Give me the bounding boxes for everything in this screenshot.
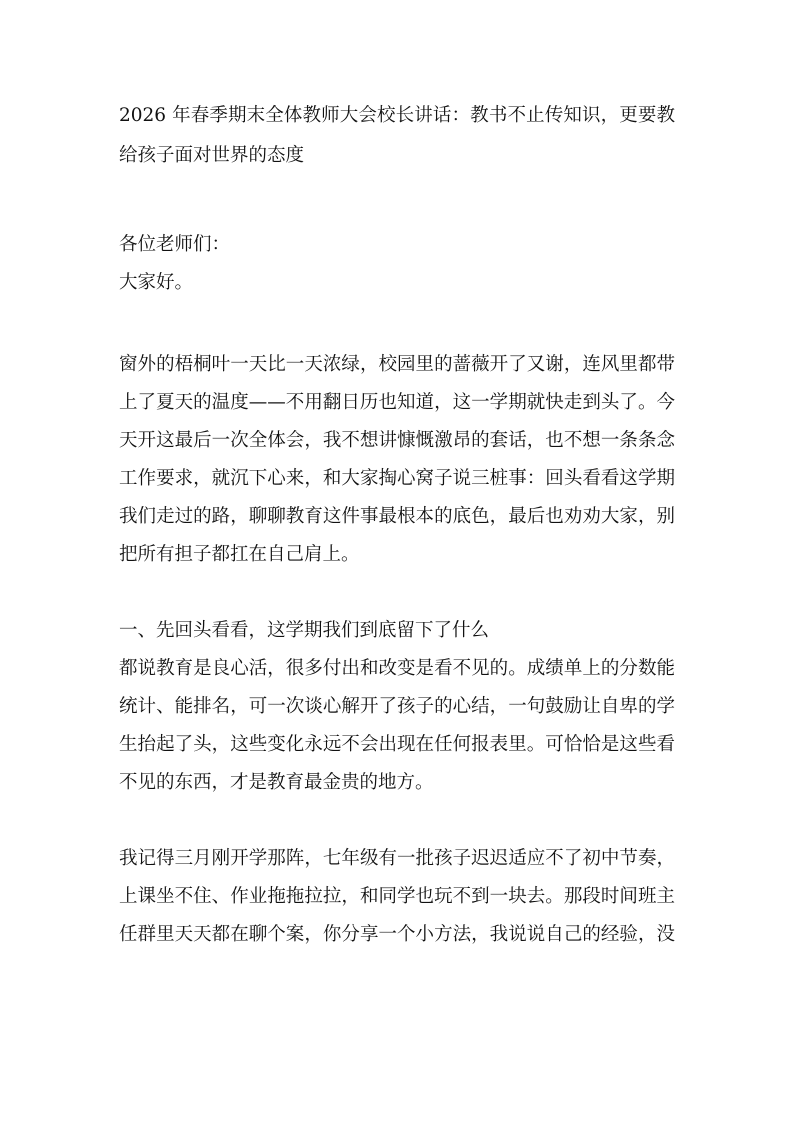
document-title: [119, 96, 675, 176]
paragraph-2: [119, 840, 675, 954]
title-line: 给孩子面对世界的态度: [119, 145, 305, 166]
intro-paragraph: [119, 346, 675, 574]
paragraph-line: 我记得三月刚开学那阵，七年级有一批孩子迟迟适应不了初中节奏，: [119, 848, 675, 869]
paragraph-line: 都说教育是良心活，很多付出和改变是看不见的。成绩单上的分数能: [119, 658, 675, 679]
greeting: 各位老师们：: [119, 234, 231, 255]
paragraph-line: 任群里天天都在聊个案，你分享一个小方法，我说说自己的经验，没: [119, 924, 675, 945]
paragraph-line: 工作要求，就沉下心来，和大家掏心窝子说三桩事：回头看看这学期: [119, 468, 675, 489]
paragraph-line: 上课坐不住、作业拖拖拉拉，和同学也玩不到一块去。那段时间班主: [119, 886, 675, 907]
paragraph-line: 统计、能排名，可一次谈心解开了孩子的心结，一句鼓励让自卑的学: [119, 696, 675, 717]
title-line: 2026 年春季期末全体教师大会校长讲话：教书不止传知识，更要教: [119, 105, 675, 126]
paragraph-line: 窗外的梧桐叶一天比一天浓绿，校园里的蔷薇开了又谢，连风里都带: [119, 354, 675, 375]
paragraph-line: 不见的东西，才是教育最金贵的地方。: [119, 772, 434, 793]
paragraph-line: 生抬起了头，这些变化永远不会出现在任何报表里。可恰恰是这些看: [119, 734, 675, 755]
paragraph-line: 把所有担子都扛在自己肩上。: [119, 544, 360, 565]
paragraph-line: 天开这最后一次全体会，我不想讲慷慨激昂的套话，也不想一条条念: [119, 430, 675, 451]
paragraph-line: 我们走过的路，聊聊教育这件事最根本的底色，最后也劝劝大家，别: [119, 506, 675, 527]
section-heading: 一、先回头看看，这学期我们到底留下了什么: [119, 620, 490, 641]
paragraph-line: 上了夏天的温度——不用翻日历也知道，这一学期就快走到头了。今: [119, 392, 675, 413]
document-page: [119, 96, 675, 954]
hello: 大家好。: [119, 272, 194, 293]
section1-paragraph: [119, 650, 675, 802]
